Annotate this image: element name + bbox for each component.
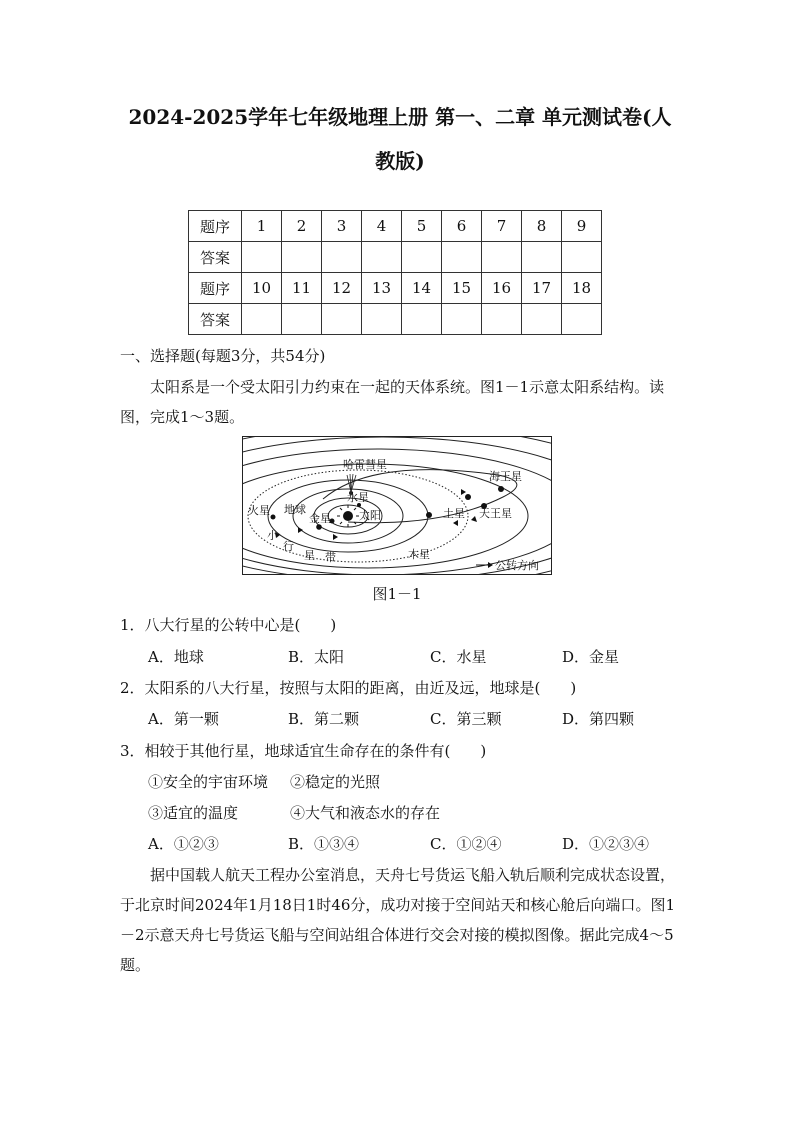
option-a: A．第一颗 <box>148 710 219 728</box>
table-cell: 18 <box>562 273 602 304</box>
label-venus: 金星 <box>309 512 331 525</box>
answer-cell <box>562 242 602 273</box>
answer-cell <box>322 304 362 335</box>
title-line-1: 2024-2025学年七年级地理上册 第一、二章 单元测试卷(人 <box>128 105 672 129</box>
table-cell: 7 <box>482 211 522 242</box>
label-saturn: 土星 <box>443 507 465 520</box>
label-jupiter: 木星 <box>408 548 430 561</box>
figure-caption: 图1－1 <box>372 585 422 603</box>
label-mars: 火星 <box>248 504 270 517</box>
table-cell: 8 <box>522 211 562 242</box>
option-a: A．①②③ <box>148 835 219 853</box>
table-cell: 9 <box>562 211 602 242</box>
sun-icon <box>343 511 353 521</box>
answer-cell <box>282 242 322 273</box>
table-cell: 5 <box>402 211 442 242</box>
table-cell: 12 <box>322 273 362 304</box>
answer-cell <box>562 304 602 335</box>
table-cell: 6 <box>442 211 482 242</box>
arrow-head-icon <box>488 562 493 568</box>
table-cell: 2 <box>282 211 322 242</box>
intro-paragraph-1: 太阳系是一个受太阳引力约束在一起的天体系统。图1－1示意太阳系结构。读图，完成1～3题。 <box>120 378 665 426</box>
question-2-stem: 2．太阳系的八大行星，按照与太阳的距离，由近及远，地球是( ) <box>120 679 577 697</box>
option-c: C．第三颗 <box>430 710 502 728</box>
intro-paragraph-2: 据中国载人航天工程办公室消息，天舟七号货运飞船入轨后顺利完成状态设置，于北京时间2024年1月18日1时46分，成功对接于空间站天和核心舱后向端口。图1－2示意天舟七号货运飞船与空间站组合体进行交会对接的模拟图像。据此完成4～5题。 <box>120 866 676 974</box>
table-row <box>189 242 602 273</box>
answer-cell <box>402 304 442 335</box>
label-neptune: 海王星 <box>489 470 522 483</box>
table-answer-label: 答案 <box>189 242 242 273</box>
option-c: C．①②④ <box>430 835 502 853</box>
table-cell: 10 <box>242 273 282 304</box>
question-3-options <box>148 833 708 854</box>
answer-cell <box>242 242 282 273</box>
condition-4: ④大气和液态水的存在 <box>290 804 441 822</box>
question-3-stem: 3．相较于其他行星，地球适宜生命存在的条件有( ) <box>120 742 487 760</box>
answer-cell <box>442 304 482 335</box>
table-cell: 15 <box>442 273 482 304</box>
table-cell: 4 <box>362 211 402 242</box>
option-d: D．①②③④ <box>562 835 650 853</box>
answer-cell <box>362 242 402 273</box>
answer-cell <box>242 304 282 335</box>
condition-1: ①安全的宇宙环境 <box>148 773 269 791</box>
table-row <box>189 304 602 335</box>
table-cell: 3 <box>322 211 362 242</box>
option-b: B．太阳 <box>288 648 345 666</box>
page-title <box>100 95 700 183</box>
table-cell: 14 <box>402 273 442 304</box>
question-3-conditions-row-1 <box>148 771 708 792</box>
question-3-conditions-row-2 <box>148 802 708 823</box>
label-belt-2: 行 <box>283 540 294 553</box>
table-cell: 11 <box>282 273 322 304</box>
planet-saturn <box>465 494 471 500</box>
planet-earth <box>316 524 322 530</box>
label-earth: 地球 <box>284 503 306 516</box>
option-a: A．地球 <box>148 648 204 666</box>
option-d: D．金星 <box>562 648 620 666</box>
label-belt-4: 带 <box>325 551 336 564</box>
question-1-options <box>148 646 708 667</box>
answer-cell <box>442 242 482 273</box>
table-header-cell: 题序 <box>189 273 242 304</box>
answer-cell <box>322 242 362 273</box>
answer-table <box>188 210 602 335</box>
option-b: B．①③④ <box>288 835 360 853</box>
label-mercury: 水星 <box>347 491 369 504</box>
solar-system-diagram <box>243 437 551 574</box>
table-answer-label: 答案 <box>189 304 242 335</box>
label-belt-1: 小 <box>267 529 278 542</box>
answer-cell <box>522 304 562 335</box>
table-cell: 1 <box>242 211 282 242</box>
table-cell: 17 <box>522 273 562 304</box>
condition-3: ③适宜的温度 <box>148 804 239 822</box>
option-d: D．第四颗 <box>562 710 635 728</box>
answer-cell <box>482 242 522 273</box>
label-direction: 公转方向 <box>495 559 539 572</box>
title-line-2: 教版) <box>375 149 425 173</box>
question-2-options <box>148 708 708 729</box>
label-sun: 太阳 <box>359 509 381 522</box>
answer-cell <box>522 242 562 273</box>
planet-mars <box>271 515 276 520</box>
answer-cell <box>482 304 522 335</box>
label-uranus: 天王星 <box>479 507 512 520</box>
option-b: B．第二颗 <box>288 710 360 728</box>
answer-cell <box>282 304 322 335</box>
option-c: C．水星 <box>430 648 487 666</box>
condition-2: ②稳定的光照 <box>290 773 381 791</box>
label-comet: 哈雷彗星 <box>343 458 387 471</box>
table-cell: 13 <box>362 273 402 304</box>
answer-cell <box>362 304 402 335</box>
table-row <box>189 273 602 304</box>
label-belt-3: 星 <box>304 549 315 562</box>
question-1-stem: 1．八大行星的公转中心是( ) <box>120 616 337 634</box>
table-header-cell: 题序 <box>189 211 242 242</box>
answer-cell <box>402 242 442 273</box>
planet-jupiter <box>426 512 432 518</box>
section-heading: 一、选择题(每题3分，共54分) <box>120 347 326 365</box>
table-cell: 16 <box>482 273 522 304</box>
planet-neptune <box>498 486 504 492</box>
solar-system-figure <box>242 436 552 575</box>
table-row <box>189 211 602 242</box>
